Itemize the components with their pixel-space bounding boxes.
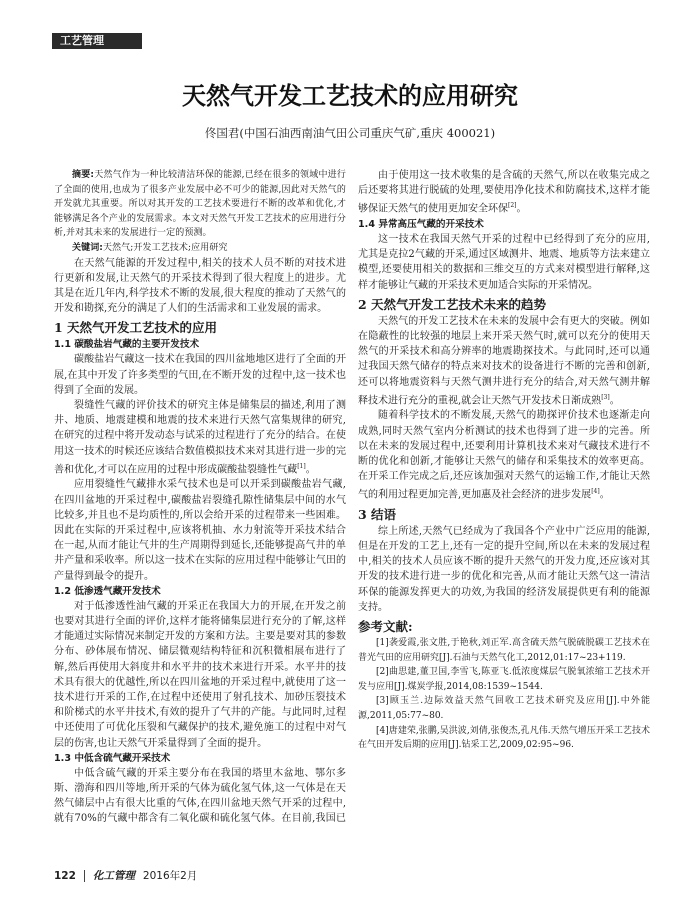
journal-name: 化工管理 [92, 870, 135, 882]
paragraph-text: 随着科学技术的不断发展,天然气的勘探评价技术也逐渐走向成熟,同时天然气室内分析测试的技术也得到了进一步的完善。所以在未来的发展过程中,还要利用计算机技术来对气藏技术进行不断的优化和创新,才能够让天然气的储存和采集技术的效率更高。在开采工作完成之后,还应该加强对天然气的运输工作,才能让天然气的利用过程更加完善,更加惠及社会经济的进步发展 [358, 410, 650, 501]
section-1-heading: 1 天然气开发工艺技术的应用 [54, 320, 218, 336]
references-heading: 参考文献: [358, 619, 413, 635]
paragraph-end: 。 [599, 489, 610, 501]
paragraph [358, 314, 650, 409]
paragraph: 这一技术在我国天然气开采的过程中已经得到了充分的应用,尤其是克拉2气藏的开采,通过区域测井、地震、地质等方法来建立模型,还要使用相关的数据和三维交互的方式来对模型进行解释,这样才能够让气藏的开采技术更加适合实际的开采情况。 [358, 233, 650, 291]
left-column [54, 168, 346, 827]
keywords-text: 天然气;开发工艺技术;应用研究 [103, 242, 228, 253]
section-1-2-heading: 1.2 低渗透气藏开发技术 [54, 585, 161, 597]
page-number: 122 [54, 869, 76, 882]
reference-item: [2]曲思建,董卫国,李雪飞,陈亚飞.低浓度煤层气脱氧浓缩工艺技术开发与应用[J].煤炭学报,2014,08:1539~1544. [358, 667, 650, 692]
section-1-3-heading: 1.3 中低含硫气藏开采技术 [54, 752, 171, 764]
abstract-text: 天然气作为一种比较清洁环保的能源,已经在很多的领域中进行了全面的使用,也成为了很多产业发展中必不可少的能源,因此对天然气的开发就尤其重要。所以对其开发的工艺技术要进行不断的改革和优化,才能够满足各个产业的发展需求。本文对天然气开发工艺技术的应用进行分析,并对其未来的发展进行一定的预测。 [54, 170, 346, 239]
paragraph-end: 。 [516, 203, 527, 215]
paragraph: 应用裂缝性气藏排水采气技术也是可以开采到碳酸盐岩气藏,在四川盆地的开采过程中,碳酸盐岩裂缝孔隙性储集层中间的水气比较多,并且也不是均质性的,所以会给开采的过程带来一些困难。因此在实际的开采过程中,应该将机抽、水力射流等开采技术结合在一起,从而才能让气井的生产周期得到延长,还能够提高气井的单井产量和采收率。所以这一技术在实际的应用过程中能够让气田的产量得到最令的提升。 [54, 479, 346, 582]
citation: [3] [601, 393, 610, 401]
citation: [1] [297, 462, 306, 470]
page-footer [54, 868, 197, 883]
citation: [2] [508, 202, 517, 210]
intro-paragraph: 在天然气能源的开发过程中,相关的技术人员不断的对技术进行更新和发展,让天然气的开采技术得到了很大程度上的进步。尤其是在近几年内,科学技术不断的发展,很大程度的推动了天然气的开发和勘探,充分的满足了人们的生活需求和工业发展的需求。 [54, 257, 346, 315]
paragraph-end: 。 [609, 395, 620, 407]
reference-item: [4]唐建荣,张鹏,吴洪波,刘倩,张俊杰,孔凡伟.天然气增压开采工艺技术在气田开发后期的应用[J].钻采工艺,2009,02:95~96. [358, 725, 650, 751]
reference-item: [3]顾玉兰.边际效益天然气回收工艺技术研究及应用[J].中外能源,2011,05:77~80. [358, 696, 650, 722]
paragraph: 碳酸盐岩气藏这一技术在我国的四川盆地地区进行了全面的开展,在其中开发了许多类型的气田,在不断开发的过程中,这一技术也得到了全面的发展。 [54, 354, 346, 396]
issue-date: 2016年2月 [142, 870, 198, 882]
keywords-label: 关键词: [72, 242, 103, 253]
right-column [358, 168, 650, 753]
footer-divider [84, 870, 85, 882]
paragraph-text: 裂缝性气藏的评价技术的研究主体是储集层的描述,利用了测井、地质、地震建模和地震的技术来进行天然气富集规律的研究,在研究的过程中将开发动态与试采的过程进行了充分的结合。在使用这一技术的时候还应该结合数值模拟技术来对其进行进一步的完善和优化,才可以在应用的过程中形成碳酸盐裂缝性气藏 [54, 399, 346, 476]
section-3-heading: 3 结语 [358, 506, 397, 522]
paragraph [358, 408, 650, 503]
paragraph-text: 天然气的开发工艺技术在未来的发展中会有更大的突破。例如在隐蔽性的比较强的地层上来开采天然气时,就可以充分的使用天然气的开采技术和高分辨率的地震勘探技术。与此同时,还可以通过我国天然气储存的特点来对技术的设备进行不断的完善和创新,还可以将地震资料与天然气测井进行充分的结合,对天然气测井解释技术进行充分的重视,就会让天然气开发技术日渐成熟 [358, 315, 650, 407]
abstract [54, 168, 346, 241]
section-2-heading: 2 天然气开发工艺技术未来的趋势 [358, 296, 547, 312]
reference-item: [1]袭爱霞,张文胜,于艳秋,刘正军.高含硫天然气脱硫脱碳工艺技术在普光气田的应用研究[J].石油与天然气化工,2012,01:17~23+119. [358, 638, 650, 663]
section-1-4-heading: 1.4 异常高压气藏的开采技术 [358, 218, 484, 230]
abstract-label: 摘要: [72, 170, 95, 180]
paragraph [54, 398, 346, 477]
citation: [4] [591, 488, 600, 496]
paragraph: 综上所述,天然气已经成为了我国各个产业中广泛应用的能源,但是在开发的工艺上,还有一定的提升空间,所以在未来的发展过程中,相关的技术人员应该不断的提升天然气的开发力度,还应该对其开发的技术进行进一步的优化和完善,从而才能让天然气这一清洁环保的能源发挥更大的功效,为我国的经济发展提供更有利的能源支持。 [358, 525, 650, 613]
author-line: 佟国君(中国石油西南油气田公司重庆气矿,重庆 400021) [204, 126, 496, 140]
keywords [54, 241, 346, 256]
paragraph: 对于低渗透性油气藏的开采正在我国大力的开展,在开发之前也要对其进行全面的评价,这样才能将储集层进行充分的了解,这样才能通过实际情况来制定开发的方案和方法。主要是要对其的参数分布、砂体展布情况、储层微观结构特征和沉积微相展布进行了解,然后再使用大斜度井和水平井的技术来进行开采。水平井的技术具有很大的优越性,所以在四川盆地的开采过程中,就使用了这一技术进行开采的工作,在过程中还使用了射孔技术、加砂压裂技术和阶梯式的水平井技术,有效的提升了气井的产能。与此同时,过程中还使用了可优化压裂和气藏保护的技术,避免施工的过程中对气层的伤害,也让天然气开采量得到了全面的提升。 [54, 600, 346, 749]
article-title: 天然气开发工艺技术的应用研究 [182, 82, 518, 110]
paragraph: 中低含硫气藏的开采主要分布在我国的塔里木盆地、鄂尔多斯、渤海和四川等地,所开采的气体为硫化氢气体,这一气体是在天然气储层中占有很大比重的气体,在四川盆地天然气开采的过程中,就有70%的气藏中都含有二氧化碳和硫化氢气体。在目前,我国已 [54, 767, 346, 825]
paragraph [358, 168, 650, 217]
section-tag: 工艺管理 [52, 33, 142, 49]
section-1-1-heading: 1.1 碳酸盐岩气藏的主要开发技术 [54, 339, 200, 351]
paragraph-end: 。 [305, 464, 316, 476]
paragraph-text: 由于使用这一技术收集的是含硫的天然气,所以在收集完成之后还要将其进行脱硫的处理,要使用净化技术和防腐技术,这样才能够保证天然气的使用更加安全环保 [358, 170, 650, 215]
